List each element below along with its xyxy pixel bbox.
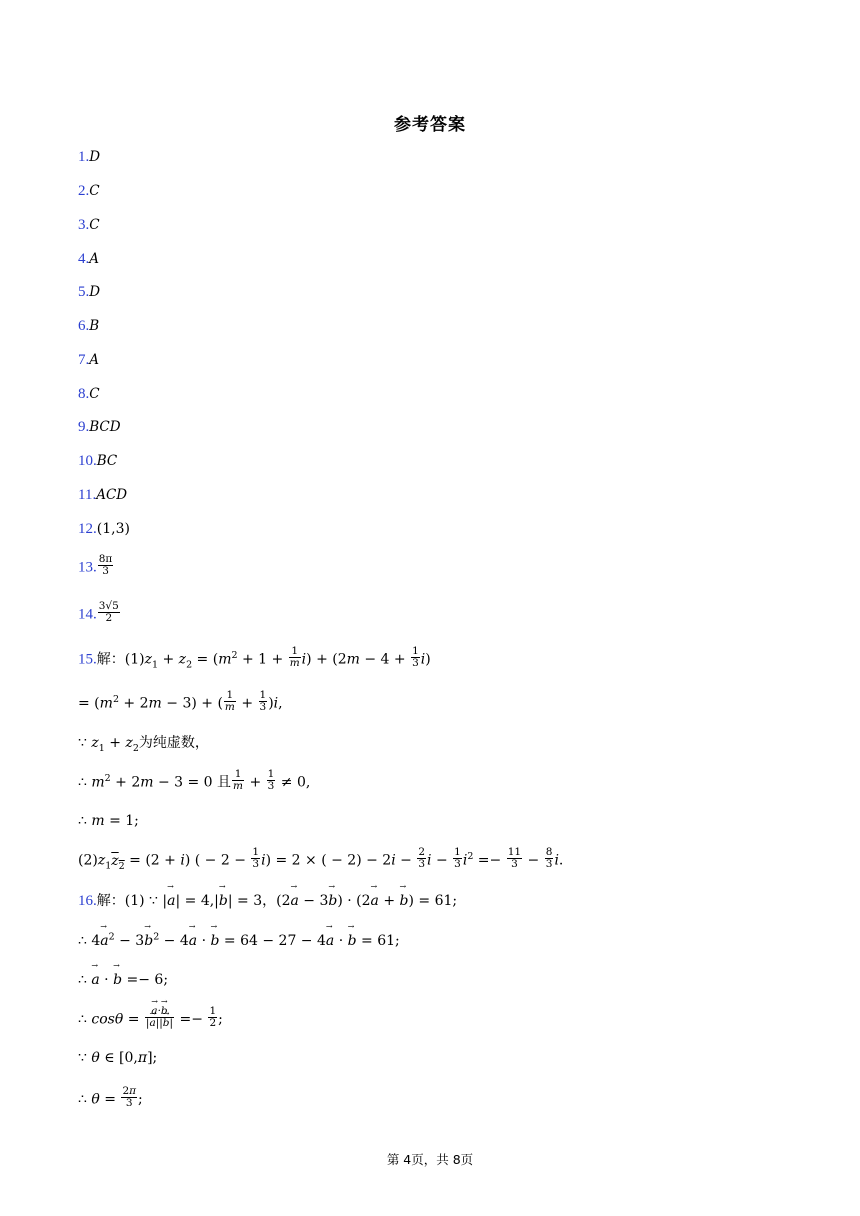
answer-item: 1.D bbox=[78, 149, 101, 165]
solution-line: 15.解：$(1)z_1 + z_2 = (m^2 + 1$ + $\frac{1}{m}$ i) + (2m − 4 + $\frac{1}{3}$ i) bbox=[78, 645, 431, 671]
solution-line: ∴ m = 1; bbox=[78, 813, 139, 829]
answer-item: 6.B bbox=[78, 318, 100, 334]
solution-line: = $(m^2 + 2m - 3)$ + ( $\frac{1}{m}$ + $\frac{1}{3}$ )i, bbox=[78, 689, 283, 713]
solution-line: 16.解：(1) ∵ |→ a| = 4,|→ b| = 3，(2→ a − 3→ b) · (2→ a + → b) = 61; bbox=[78, 891, 457, 911]
answer-item: 9.BCD bbox=[78, 419, 121, 435]
answer-item: 11.ACD bbox=[78, 487, 128, 503]
solution-line: ∴ → a · → b =− 6; bbox=[78, 970, 168, 990]
page-footer: 第 4页，共 8页 bbox=[386, 1152, 474, 1167]
answer-item: 2.C bbox=[78, 183, 100, 199]
answer-item: 8.C bbox=[78, 386, 100, 402]
answer-item: 12.(1,3) bbox=[78, 521, 130, 537]
solution-line: $(2)z_1z_2 = (2 + i)$ ( − 2 − $\frac{1}{3}$ i) = 2 × ( − 2) − 2i − $\frac{2}{3}$ i − $\frac{1}{3}$ $i^2$ =− $\frac{11}{3}$ − $\frac{8}{3}$ i. bbox=[78, 846, 564, 872]
answer-item: 5.D bbox=[78, 284, 101, 300]
solution-line: ∴ θ = $\frac{2\pi}{3}$ ; bbox=[78, 1085, 143, 1109]
page-title: 参考答案 bbox=[394, 115, 466, 135]
solution-line: ∵ θ ∈ [0,π]; bbox=[78, 1050, 158, 1066]
solution-line: ∴ $4\to a^2 - 3\to b^2 - 4\to a$ · → b = 64 − 27 − 4→ a · → b = 61; bbox=[78, 931, 400, 951]
solution-line: ∵ $z_1 + z_2$为纯虚数， bbox=[78, 735, 209, 754]
answer-item: 14. $\frac{3√5}{2}$ bbox=[78, 600, 119, 624]
answer-item: 13. $\frac{8\pi}{3}$ bbox=[78, 553, 113, 577]
answer-item: 4.A bbox=[78, 251, 99, 267]
answer-item: 10.BC bbox=[78, 453, 118, 469]
answer-item: 3.C bbox=[78, 217, 100, 233]
answer-item: 7.A bbox=[78, 352, 99, 368]
solution-line: ∴ cosθ = → $\frac{a\cdot\to b}{|\to a||\to b|}$ =− $\frac{1}{2}$ ; bbox=[78, 1008, 223, 1031]
solution-line: ∴ $m^2 + 2m - 3 = 0$ 且 $\frac{1}{m}$ + $\frac{1}{3}$ ≠ 0, bbox=[78, 768, 311, 792]
